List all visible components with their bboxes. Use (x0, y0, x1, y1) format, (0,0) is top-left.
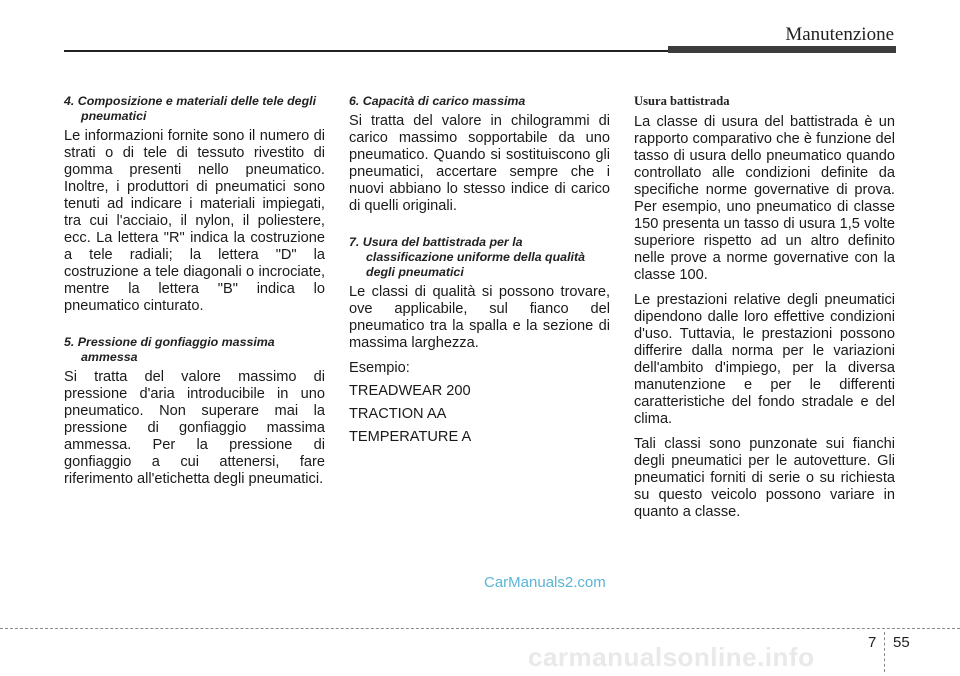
subheading-7: 7. Usura del battistrada per la classificazione uniforme della qualità degli pneumatici (349, 235, 585, 279)
heading-usura-battistrada: Usura battistrada (634, 94, 730, 108)
page-number-separator (884, 632, 885, 672)
header-rule (64, 50, 670, 52)
paragraph-usura-3: Tali classi sono punzonate sui fianchi degli pneumatici per le autovetture. Gli pneumatici forniti di serie o su richiesta su questo veicolo possono variare in quanto a classe. (634, 436, 895, 520)
example-temperature: TEMPERATURE A (349, 429, 472, 445)
footer-dashed-rule (0, 628, 960, 629)
page-number: 55 (893, 634, 910, 651)
watermark-link[interactable]: CarManuals2.com (484, 574, 606, 591)
example-treadwear: TREADWEAR 200 (349, 383, 471, 399)
column-1 (64, 92, 325, 508)
paragraph-usura-1: La classe di usura del battistrada è un rapporto comparativo che è funzione del tasso di usura dello pneumatico quando controllato alle condizioni definite da specifiche norme governative di prova. Per esempio, uno pneumatico di classe 150 presenta un tasso di usura 1,5 volte superiore rispetto ad un altro definito nelle prove a norme governative con la classe 100. (634, 114, 895, 283)
example-traction: TRACTION AA (349, 406, 447, 422)
subheading-4: 4. Composizione e materiali delle tele degli pneumatici (64, 94, 317, 123)
chapter-number: 7 (868, 634, 877, 651)
footer-brand-watermark: carmanualsonline.info (528, 642, 815, 672)
subheading-5: 5. Pressione di gonfiaggio massima ammessa (64, 335, 275, 364)
paragraph-6: Si tratta del valore in chilogrammi di carico massimo sopportabile da uno pneumatico. Quando si sostituiscono gli pneumatici, accertare sempre che i nuovi abbiano lo stesso indice di carico di quelli originali. (349, 113, 610, 214)
paragraph-usura-2: Le prestazioni relative degli pneumatici dipendono dalle loro effettive condizioni d'uso. Tuttavia, le prestazioni possono differire dalla norma per le variazioni dell'ambito d'impiego, per la diversa manutenzione e per le differenti caratteristiche del fondo stradale e del clima. (634, 292, 895, 427)
column-3 (634, 92, 895, 529)
column-2 (349, 92, 610, 452)
paragraph-4: Le informazioni fornite sono il numero di strati o di tele di tessuto rivestito di gomma presenti nello pneumatico. Inoltre, i produttori di pneumatici sono tenuti ad indicare i materiali impiegati, tra cui l'acciaio, il nylon, il poliestere, ecc. La lettera "R" indica la costruzione a tele radiali; la lettera "D" la costruzione a tele diagonali o incrociate, mentre la lettera "B" indica lo pneumatico cinturato. (64, 128, 325, 314)
paragraph-5: Si tratta del valore massimo di pressione d'aria introducibile in uno pneumatico. Non superare mai la pressione di gonfiaggio massima ammessa. Per la pressione di gonfiaggio a cui attenersi, fare riferimento all'etichetta degli pneumatici. (64, 369, 325, 487)
subheading-6: 6. Capacità di carico massima (349, 94, 526, 108)
header-rule-bar (668, 46, 896, 53)
paragraph-7: Le classi di qualità si possono trovare, ove applicabile, sul fianco del pneumatico tra la spalla e la sezione di massima larghezza. (349, 284, 610, 351)
example-label: Esempio: (349, 360, 410, 376)
section-title: Manutenzione (785, 24, 894, 45)
